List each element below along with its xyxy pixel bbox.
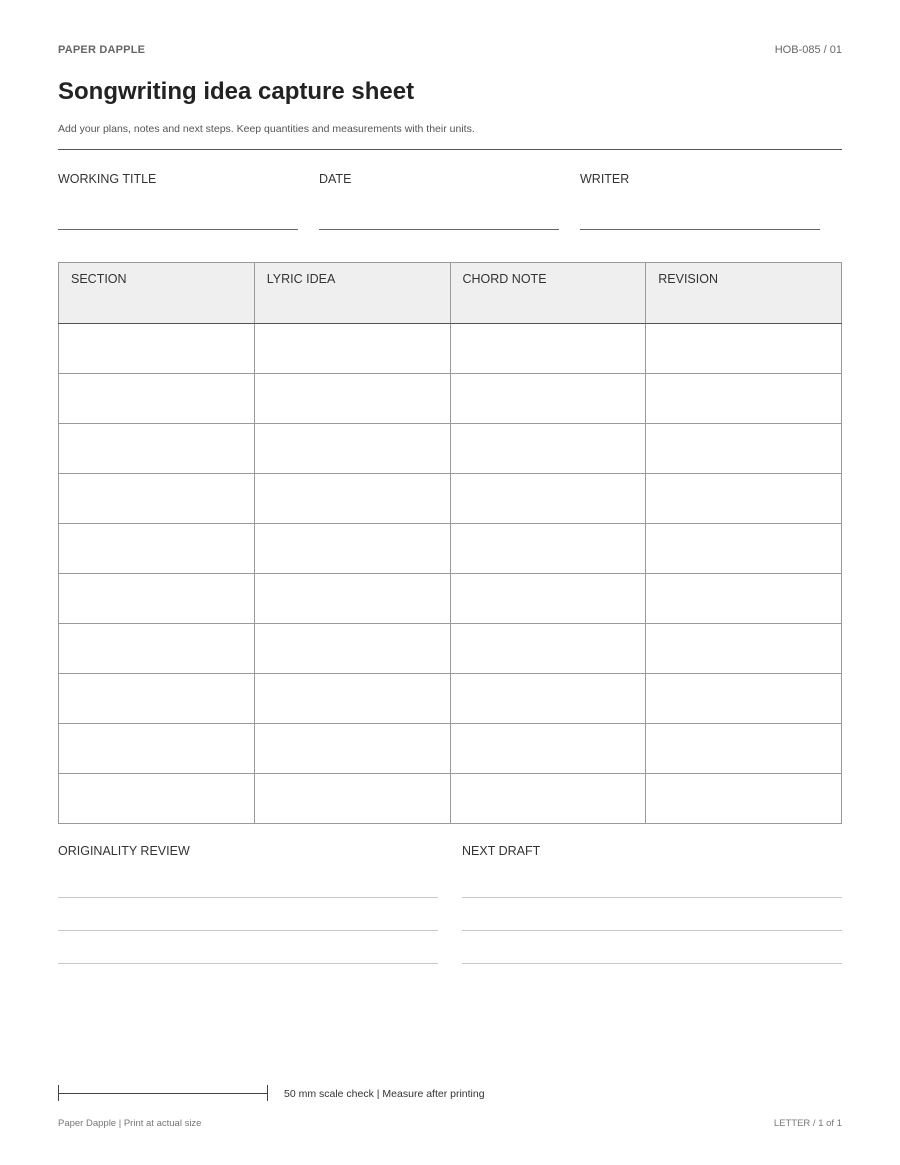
table-row bbox=[59, 424, 842, 474]
originality-review-line[interactable] bbox=[58, 897, 438, 898]
table-cell[interactable] bbox=[646, 474, 842, 524]
footer-note: Paper Dapple | Print at actual size bbox=[58, 1118, 202, 1129]
header-divider bbox=[58, 149, 842, 150]
table-cell[interactable] bbox=[646, 374, 842, 424]
table-body bbox=[59, 324, 842, 824]
table-cell[interactable] bbox=[254, 424, 450, 474]
originality-review-label: ORIGINALITY REVIEW bbox=[58, 844, 190, 858]
scale-bar bbox=[58, 1093, 267, 1094]
table-cell[interactable] bbox=[254, 724, 450, 774]
table-cell[interactable] bbox=[59, 774, 255, 824]
table-row bbox=[59, 574, 842, 624]
next-draft-line[interactable] bbox=[462, 963, 842, 964]
table-row bbox=[59, 774, 842, 824]
table-cell[interactable] bbox=[450, 424, 646, 474]
table-cell[interactable] bbox=[59, 374, 255, 424]
table-cell[interactable] bbox=[646, 774, 842, 824]
column-header-lyric-idea: LYRIC IDEA bbox=[254, 263, 450, 324]
table-cell[interactable] bbox=[59, 674, 255, 724]
table-cell[interactable] bbox=[450, 374, 646, 424]
working-title-label: WORKING TITLE bbox=[58, 172, 157, 186]
next-draft-label: NEXT DRAFT bbox=[462, 844, 541, 858]
table-cell[interactable] bbox=[450, 624, 646, 674]
table-cell[interactable] bbox=[254, 774, 450, 824]
table-row bbox=[59, 674, 842, 724]
table-cell[interactable] bbox=[59, 474, 255, 524]
table-cell[interactable] bbox=[59, 574, 255, 624]
table-cell[interactable] bbox=[254, 324, 450, 374]
column-header-section: SECTION bbox=[59, 263, 255, 324]
table-row bbox=[59, 374, 842, 424]
writer-field[interactable] bbox=[580, 229, 820, 230]
table-cell[interactable] bbox=[59, 724, 255, 774]
originality-review-line[interactable] bbox=[58, 930, 438, 931]
table-cell[interactable] bbox=[59, 524, 255, 574]
table-cell[interactable] bbox=[450, 524, 646, 574]
table-cell[interactable] bbox=[59, 324, 255, 374]
table-row bbox=[59, 624, 842, 674]
table-row bbox=[59, 474, 842, 524]
table-cell[interactable] bbox=[254, 674, 450, 724]
working-title-field[interactable] bbox=[58, 229, 298, 230]
scale-bar-tick-right bbox=[267, 1085, 268, 1101]
table-cell[interactable] bbox=[646, 324, 842, 374]
table-cell[interactable] bbox=[646, 674, 842, 724]
column-header-revision: REVISION bbox=[646, 263, 842, 324]
table-cell[interactable] bbox=[450, 674, 646, 724]
page-number: LETTER / 1 of 1 bbox=[773, 1118, 842, 1129]
table-cell[interactable] bbox=[646, 424, 842, 474]
table-cell[interactable] bbox=[646, 574, 842, 624]
table-header-row bbox=[59, 263, 842, 324]
song-ideas-table bbox=[58, 262, 842, 824]
table-cell[interactable] bbox=[254, 574, 450, 624]
page-subtitle: Add your plans, notes and next steps. Keep quantities and measurements with their units. bbox=[58, 123, 475, 135]
table-cell[interactable] bbox=[450, 774, 646, 824]
table-cell[interactable] bbox=[646, 524, 842, 574]
table-row bbox=[59, 324, 842, 374]
page-title: Songwriting idea capture sheet bbox=[58, 78, 415, 105]
column-header-chord-note: CHORD NOTE bbox=[450, 263, 646, 324]
table-cell[interactable] bbox=[646, 624, 842, 674]
table-cell[interactable] bbox=[450, 474, 646, 524]
date-label: DATE bbox=[319, 172, 352, 186]
table-cell[interactable] bbox=[450, 724, 646, 774]
scale-check-text: 50 mm scale check | Measure after printing bbox=[284, 1088, 485, 1100]
table-cell[interactable] bbox=[59, 424, 255, 474]
table-cell[interactable] bbox=[254, 374, 450, 424]
next-draft-line[interactable] bbox=[462, 897, 842, 898]
table-row bbox=[59, 524, 842, 574]
table-cell[interactable] bbox=[59, 624, 255, 674]
table-cell[interactable] bbox=[646, 724, 842, 774]
next-draft-line[interactable] bbox=[462, 930, 842, 931]
date-field[interactable] bbox=[319, 229, 559, 230]
table-cell[interactable] bbox=[450, 574, 646, 624]
table-cell[interactable] bbox=[254, 624, 450, 674]
brand-name: PAPER DAPPLE bbox=[58, 44, 146, 56]
table-cell[interactable] bbox=[450, 324, 646, 374]
table-cell[interactable] bbox=[254, 524, 450, 574]
document-id: HOB-085 / 01 bbox=[774, 44, 842, 56]
table-cell[interactable] bbox=[254, 474, 450, 524]
table-row bbox=[59, 724, 842, 774]
writer-label: WRITER bbox=[580, 172, 630, 186]
originality-review-line[interactable] bbox=[58, 963, 438, 964]
